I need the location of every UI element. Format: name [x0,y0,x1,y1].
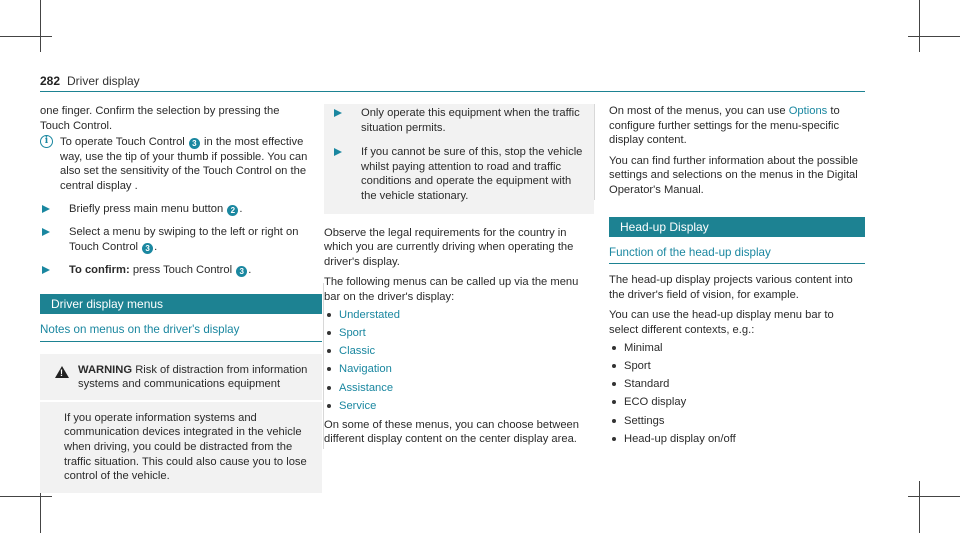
step-arrow-icon [334,148,342,156]
section-banner-head-up-display: Head-up Display [609,217,865,237]
crop-mark [919,481,920,533]
list-item: Settings [609,414,865,429]
confirm-label: To confirm: [69,264,130,277]
step-briefly-press: Briefly press main menu button 2 . [40,202,322,217]
step-select-menu: Select a menu by swiping to the left or right on Touch Control 3 . [40,225,322,254]
info-note: i To operate Touch Control 3 in the most effective way, use the tip of your thumb if possible. You can also set the sensitivity of the Touch Control on the central display . [40,135,322,193]
section-title: Driver display [67,74,140,88]
warning-step: Only operate this equipment when the traffic situation permits. [332,106,588,135]
context-list [609,341,865,447]
column-divider [594,104,595,200]
section-banner-driver-display-menus: Driver display menus [40,294,322,314]
step-arrow-icon [42,228,50,236]
touch-control-badge-icon: 3 [142,243,153,254]
warning-label: WARNING [78,363,133,376]
menu-item-navigation[interactable]: Navigation [324,362,594,377]
hud-description-text: The head-up display projects various content into the driver's field of vision, for example. [609,274,853,301]
warning-header [40,354,322,402]
crop-mark [919,0,920,52]
bullet-icon [612,437,616,441]
hud-contexts-intro-text: You can use the head-up display menu bar to select different contexts, e.g.: [609,309,834,336]
bullet-icon [612,382,616,386]
menu-item-understated[interactable]: Understated [324,308,594,323]
warning-body: If you operate information systems and communication devices integrated in the vehicle when driving, you could be distracted from the traffic situation. This could also cause you to lose control of the vehicle. [64,411,307,483]
bullet-icon [612,346,616,350]
crop-mark [908,496,960,497]
bullet-icon [327,386,331,390]
crop-mark [0,36,52,37]
intro-text: Touch Control. [40,119,113,132]
list-item: ECO display [609,395,865,410]
menu-item-assistance[interactable]: Assistance [324,381,594,396]
menus-intro-text: The following menus can be called up via the menu bar on the driver's display: [324,276,579,303]
warning-continuation-box [324,104,594,214]
column-middle [324,104,594,453]
further-info-text: You can find further information about the possible settings and selections on the menus in the Digital Operator's Manual. [609,154,858,196]
info-icon: i [40,135,53,148]
crop-mark [0,496,52,497]
column-right [609,104,865,450]
bullet-icon [612,364,616,368]
page-header [40,74,865,92]
bullet-icon [327,349,331,353]
crop-mark [40,0,41,52]
warning-triangle-icon [55,366,69,378]
menu-list [324,308,594,414]
bullet-icon [327,331,331,335]
legal-requirements-text: Observe the legal requirements for the country in which you are currently driving when operating the driver's display. [324,226,574,268]
page-number: 282 [40,74,61,88]
menu-item-service[interactable]: Service [324,399,594,414]
subheading-notes-on-menus: Notes on menus on the driver's display [40,323,322,342]
step-arrow-icon [42,205,50,213]
step-arrow-icon [334,109,342,117]
list-item: Sport [609,359,865,374]
step-confirm: To confirm: press Touch Control 3 . [40,263,322,278]
display-content-text: On some of these menus, you can choose between different display content on the center display area. [324,418,579,446]
menu-item-sport[interactable]: Sport [324,326,594,341]
touch-control-badge-icon: 3 [189,138,200,149]
touch-control-badge-icon: 3 [236,266,247,277]
bullet-icon [327,313,331,317]
column-left [40,104,322,493]
intro-text: one finger. Confirm the selection by pressing the [40,105,280,117]
menu-item-classic[interactable]: Classic [324,344,594,359]
bullet-icon [612,400,616,404]
step-arrow-icon [42,266,50,274]
bullet-icon [327,404,331,408]
options-link[interactable]: Options [788,105,828,117]
list-item: Minimal [609,341,865,356]
warning-title: Risk of distraction from information systems and communications equipment [78,363,308,391]
warning-box [40,354,322,493]
list-item: Standard [609,377,865,392]
bullet-icon [327,367,331,371]
options-text: On most of the menus, you can use Options to configure further settings for the menu-specific display content. [609,105,840,147]
crop-mark [908,36,960,37]
warning-step: If you cannot be sure of this, stop the vehicle whilst paying attention to road and traffic conditions and operate the equipment with the vehicle stationary. [332,145,588,203]
main-menu-button-badge-icon: 2 [227,205,238,216]
subheading-function-of-hud: Function of the head-up display [609,246,865,265]
list-item: Head-up display on/off [609,432,865,447]
bullet-icon [612,419,616,423]
